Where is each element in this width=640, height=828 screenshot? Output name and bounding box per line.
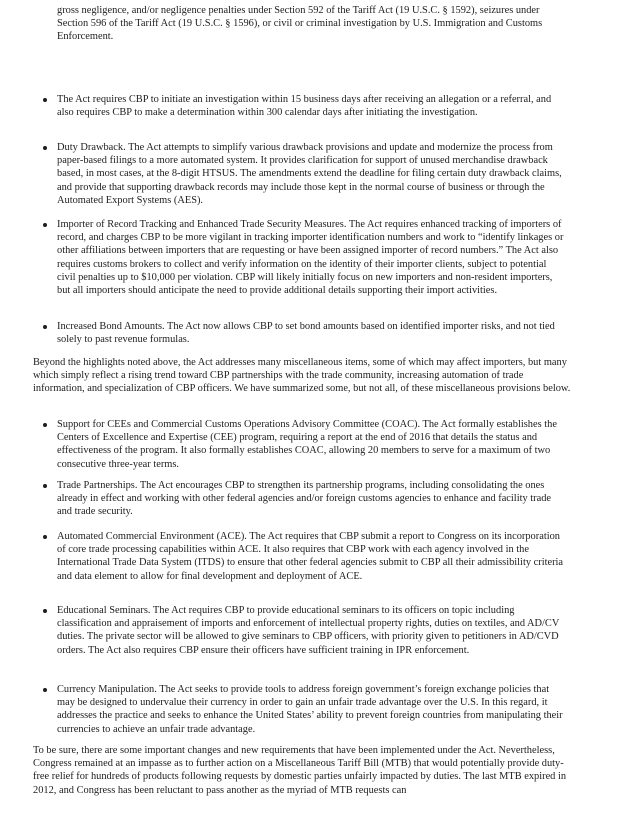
list-item-investigation-timeline	[57, 93, 564, 119]
list-item-text: Educational Seminars. The Act requires CBP to provide educational seminars to its officers on topic including classification and appraisement of imports and enforcement of intellectual property rights, duties on textiles, and AD/CV duties. The private sector will be allowed to give seminars to CBP officers, with priority given to petitioners in AD/CVD orders. The Act also requires CBP ensure their officers have sufficient training in IPR enforcement.	[57, 605, 560, 656]
list-item-currency-manipulation	[57, 683, 564, 736]
list-item-ace	[57, 530, 564, 583]
list-item-text: The Act requires CBP to initiate an investigation within 15 business days after receiving an allegation or a referral, and also requires CBP to make a determination within 300 calendar days after initiating the investigation.	[57, 94, 552, 119]
bullet-dot-icon	[43, 325, 47, 329]
list-item-text: Trade Partnerships. The Act encourages CBP to strengthen its partnership programs, including consolidating the ones already in effect and working with other federal agencies and/or foreign customs agencies to enhance and facility trade and trade security.	[57, 480, 552, 518]
list-item-text: Automated Commercial Environment (ACE). The Act requires that CBP submit a report to Congress on its incorporation of core trade processing capabilities within ACE. It also requires that CBP work with each agency involved in the International Trade Data System (ITDS) to ensure that other federal agencies submit to CBP all their admissibility criteria and data element to allow for final development and deployment of ACE.	[57, 531, 564, 582]
bullet-dot-icon	[43, 423, 47, 427]
list-item-educational-seminars	[57, 604, 564, 657]
paragraph-miscellaneous-intro: Beyond the highlights noted above, the Act addresses many miscellaneous items, some of which may affect importers, but many which simply reflect a rising trend toward CBP partnerships with the trade community, increasing automation of trade information, and specialization of CBP officers. We have summarized some, but not all, of these miscellaneous provisions below.	[33, 357, 571, 395]
list-item-text: Currency Manipulation. The Act seeks to provide tools to address foreign government’s foreign exchange policies that may be designed to undervalue their currency in order to gain an unfair trade advantage over the U.S. In this regard, it addresses the practice and seeks to enhance the United States’ ability to prevent foreign countries from manipulating their currencies to achieve an unfair trade advantage.	[57, 684, 563, 735]
list-item-duty-drawback	[57, 141, 564, 207]
bullet-dot-icon	[43, 98, 47, 102]
bullet-dot-icon	[43, 609, 47, 613]
bullet-dot-icon	[43, 223, 47, 227]
paragraph-mtb-impasse: To be sure, there are some important changes and new requirements that have been implemented under the Act. Nevertheless, Congress remained at an impasse as to further action on a Miscellaneous Tariff Bill (MTB) that would potentially provide duty-free relief for hundreds of products following requests by domestic parties unfairly impacted by duties. The last MTB expired in 2012, and Congress has been reluctant to pass another as the myriad of MTB requests can	[33, 745, 567, 796]
bullet-dot-icon	[43, 146, 47, 150]
list-item-cee-coac	[57, 418, 564, 471]
bullet-dot-icon	[43, 535, 47, 539]
lead-continuation-text: gross negligence, and/or negligence penalties under Section 592 of the Tariff Act (19 U.S.C. § 1592), seizures under Section 596 of the Tariff Act (19 U.S.C. § 1596), or civil or criminal investigation by U.S. Immigration and Customs Enforcement.	[57, 5, 543, 43]
bullet-dot-icon	[43, 484, 47, 488]
list-item-text: Support for CEEs and Commercial Customs Operations Advisory Committee (COAC). The Act formally establishes the Centers of Excellence and Expertise (CEE) program, requiring a report at the end of 2016 that details the status and effectiveness of the program. It also formally establishes COAC, allowing 20 members to serve for a maximum of two consecutive three-year terms.	[57, 419, 557, 470]
bullet-dot-icon	[43, 688, 47, 692]
list-item-text: Importer of Record Tracking and Enhanced Trade Security Measures. The Act requires enhanced tracking of importers of record, and charges CBP to be more vigilant in tracking importer identification numbers and work to “identify linkages or other affiliations between importers that are requesting or have been assigned importer of record numbers.” The Act also requires customs brokers to collect and verify information on the identity of their importer clients, subject to potential civil penalties up to $10,000 per violation. CBP will likely initially focus on new importers and non-resident importers, but all importers should anticipate the need to provide additional details supporting their import activities.	[57, 219, 564, 297]
list-item-text: Duty Drawback. The Act attempts to simplify various drawback provisions and update and modernize the process from paper-based filings to a more automated system. It provides clarification for support of unused merchandise drawback based, in most cases, at the 8-digit HTSUS. The amendments extend the deadline for filing certain duty drawback claims, and provide that supporting drawback records may include those kept in the normal course of business or through the Automated Export Systems (AES).	[57, 142, 562, 206]
list-item-bond-amounts	[57, 320, 564, 346]
list-item-importer-tracking	[57, 218, 564, 297]
list-item-text: Increased Bond Amounts. The Act now allows CBP to set bond amounts based on identified importer risks, and not tied solely to past revenue formulas.	[57, 321, 555, 346]
list-item-trade-partnerships	[57, 479, 564, 519]
